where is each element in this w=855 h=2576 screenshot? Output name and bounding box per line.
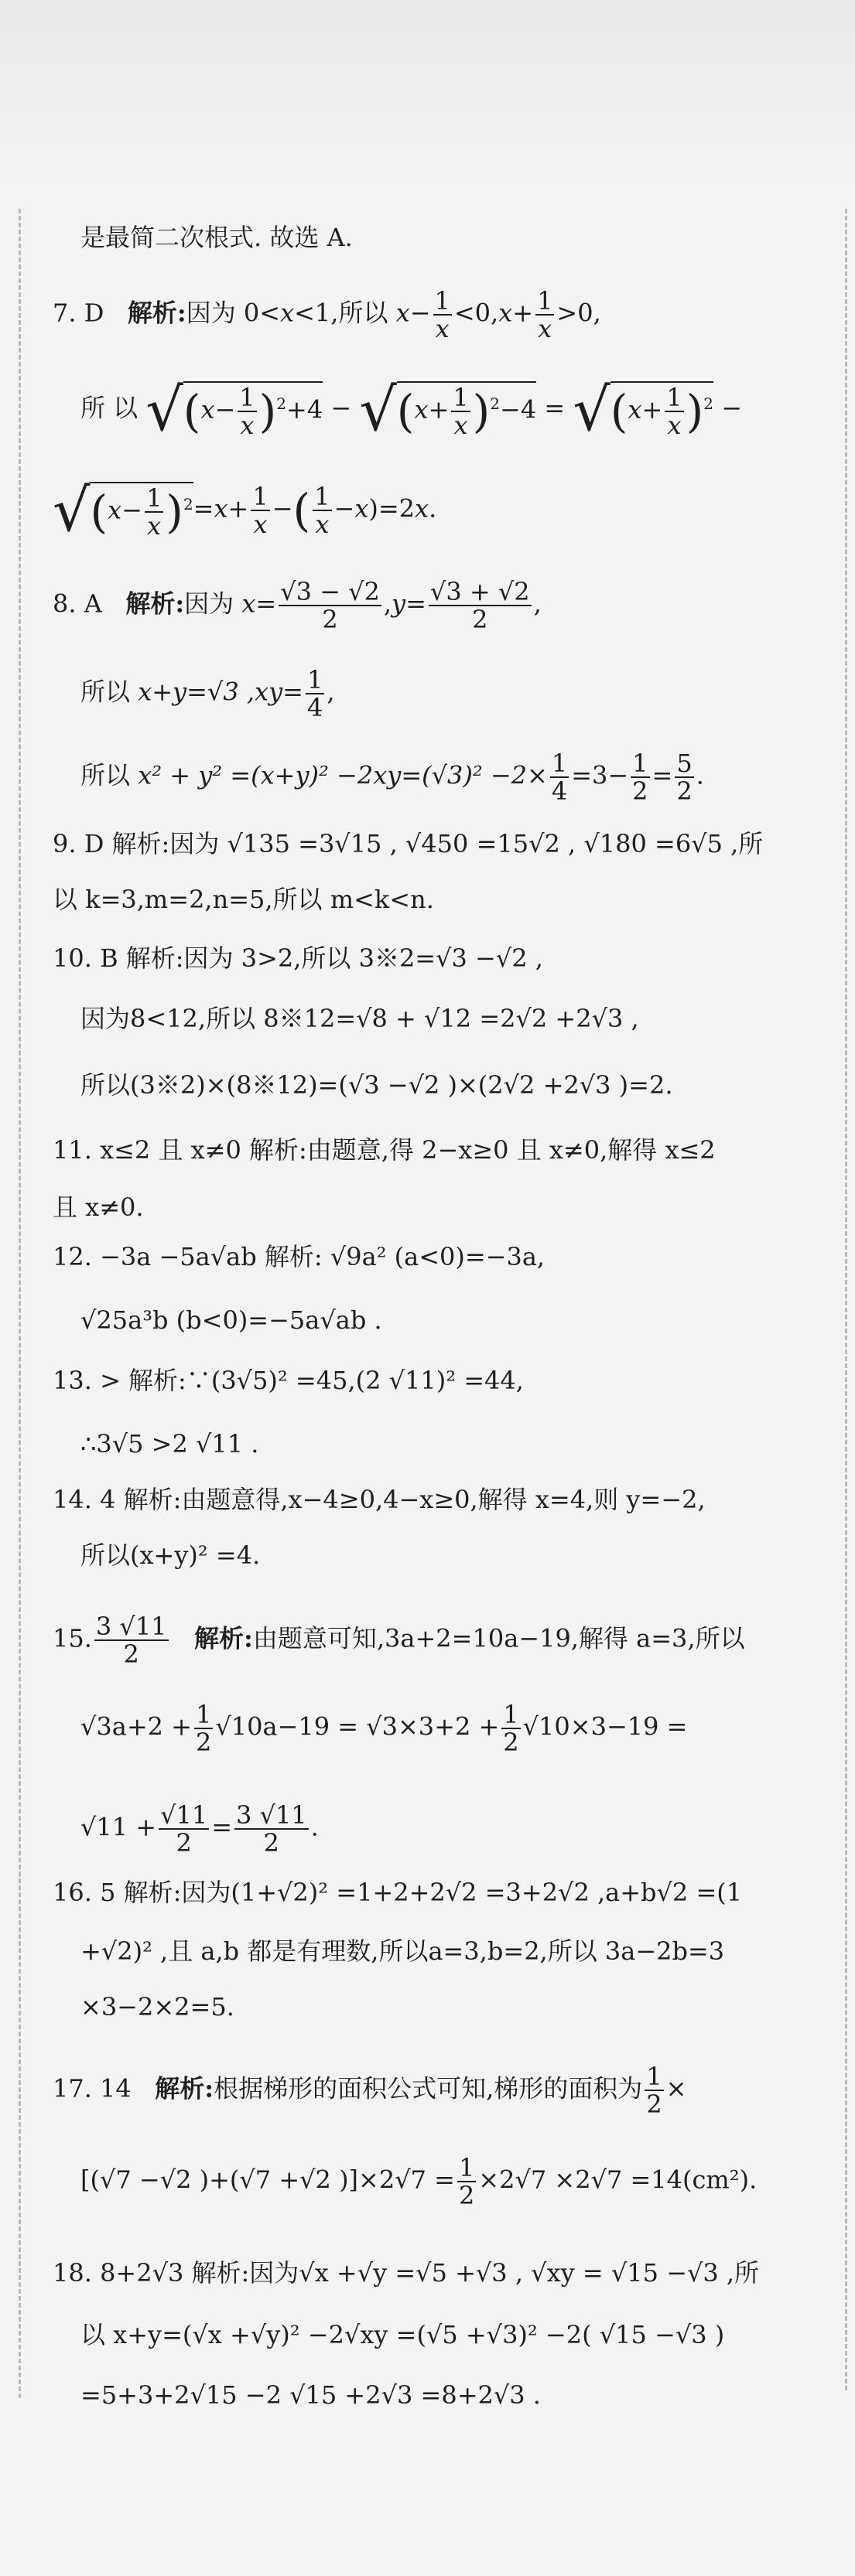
q16-line-2: +√2)² ,且 a,b 都是有理数,所以a=3,b=2,所以 3a−2b=3 (80, 1936, 725, 1966)
q14-line-1: 14. 4 解析:由题意得,x−4≥0,4−x≥0,解得 x=4,则 y=−2, (53, 1485, 706, 1514)
fraction: $\frac{1}{4}$ (551, 749, 568, 806)
q15-line-2: √3a+2 + $\frac{1}{2}$ √10a−19 = √3×3+2 + $\frac{1}{2}$ √10×3−19 = (80, 1700, 688, 1757)
left-dashed-margin (19, 209, 21, 2398)
q15-line-3: √11 + $\frac{√11}{2}$ = $\frac{3 √11}{2}$ . (80, 1800, 319, 1858)
fraction: $\frac{√3 + √2}{2}$ (429, 577, 530, 634)
q7-line-3: √(x− $\frac{1}{x}$ )$^2$=x+ $\frac{1}{x}$ −( $\frac{1}{x}$ −x)=2x. (53, 476, 437, 544)
fraction: $\frac{5}{2}$ (676, 749, 693, 806)
fraction: $\frac{1}{x}$ (453, 383, 469, 440)
carryover-line: 是最简二次根式. 故选 A. (80, 223, 353, 252)
q10-line-1: 10. B 解析:因为 3>2,所以 3※2=√3 −√2 , (53, 943, 543, 973)
fraction: $\frac{1}{x}$ (537, 286, 553, 343)
fraction: $\frac{1}{x}$ (252, 482, 268, 539)
q15-line-1: 15. $\frac{3 √11}{2}$ 解析:由题意可知,3a+2=10a−19,解得 a=3,所以 (53, 1612, 745, 1669)
q18-line-2: 以 x+y=(√x +√y)² −2√xy =(√5 +√3)² −2( √15 −√3 ) (80, 2320, 725, 2349)
fraction: $\frac{3 √11}{2}$ (236, 1800, 307, 1858)
radical-group: (x− $\frac{1}{x}$ )$^2$ (90, 483, 193, 541)
fraction: $\frac{1}{4}$ (306, 665, 323, 722)
q17-line-1: 17. 14 解析:根据梯形的面积公式可知,梯形的面积为 $\frac{1}{2}$ × (53, 2062, 687, 2119)
radical-group: (x+ $\frac{1}{x}$ )$^2$−4 (396, 383, 537, 440)
fraction: $\frac{1}{x}$ (314, 482, 330, 539)
q18-line-1: 18. 8+2√3 解析:因为√x +√y =√5 +√3 , √xy = √15 −√3 ,所 (53, 2258, 760, 2288)
fraction: $\frac{1}{2}$ (646, 2062, 662, 2119)
q8-line-2: 所以 x+y=√3 ,xy= $\frac{1}{4}$ , (80, 665, 335, 722)
q12-line-1: 12. −3a −5a√ab 解析: √9a² (a<0)=−3a, (53, 1242, 545, 1271)
q11-line-1: 11. x≤2 且 x≠0 解析:由题意,得 2−x≥0 且 x≠0,解得 x≤2 (53, 1135, 716, 1165)
q9-line-1: 9. D 解析:因为 √135 =3√15 , √450 =15√2 , √180 =6√5 ,所 (53, 829, 764, 858)
q10-line-2: 因为8<12,所以 8※12=√8 + √12 =2√2 +2√3 , (80, 1004, 639, 1033)
fraction: $\frac{1}{x}$ (666, 383, 682, 440)
q12-line-2: √25a³b (b<0)=−5a√ab . (80, 1305, 382, 1335)
q13-line-2: ∴3√5 >2 √11 . (80, 1429, 259, 1459)
fraction: $\frac{1}{x}$ (434, 286, 450, 343)
fraction: $\frac{1}{x}$ (145, 483, 162, 541)
q14-line-2: 所以(x+y)² =4. (80, 1540, 261, 1570)
q16-line-1: 16. 5 解析:因为(1+√2)² =1+2+2√2 =3+2√2 ,a+b√2 =(1 (53, 1878, 743, 1907)
q7-line-2: 所 以 √(x− $\frac{1}{x}$ )$^2$+4 − √(x+ $\frac{1}{x}$ )$^2$−4 = √(x+ $\frac{1}{x}$ )$^2$ − (80, 375, 743, 444)
fraction: $\frac{√3 - √2}{2}$ (280, 577, 380, 634)
q11-line-2: 且 x≠0. (53, 1192, 144, 1222)
q8-line-1: 8. A 解析:因为 x= $\frac{√3 - √2}{2}$ ,y= $\frac{√3 + √2}{2}$ , (53, 577, 542, 634)
q17-line-2: [(√7 −√2 )+(√7 +√2 )]×2√7 = $\frac{1}{2}$ ×2√7 ×2√7 =14(cm²). (80, 2153, 758, 2210)
radical-group: (x+ $\frac{1}{x}$ )$^2$ (610, 383, 714, 440)
q16-line-3: ×3−2×2=5. (80, 1992, 234, 2022)
fraction: $\frac{1}{x}$ (239, 383, 255, 440)
fraction: $\frac{1}{2}$ (503, 1700, 519, 1757)
q18-line-3: =5+3+2√15 −2 √15 +2√3 =8+2√3 . (80, 2380, 541, 2410)
q10-line-3: 所以(3※2)×(8※12)=(√3 −√2 )×(2√2 +2√3 )=2. (80, 1070, 673, 1100)
q8-line-3: 所以 x² + y² =(x+y)² −2xy=(√3)² −2× $\frac{1}{4}$ =3− $\frac{1}{2}$ = $\frac{5}{2}$ . (80, 749, 704, 806)
fraction: $\frac{√11}{2}$ (160, 1800, 208, 1858)
fraction: $\frac{1}{2}$ (632, 749, 648, 806)
fraction: $\frac{1}{2}$ (458, 2153, 475, 2210)
q9-line-2: 以 k=3,m=2,n=5,所以 m<k<n. (53, 885, 434, 914)
q7-line-1: 7. D 解析:因为 0<x<1,所以 x− $\frac{1}{x}$ <0,x+ $\frac{1}{x}$ >0, (53, 286, 601, 343)
right-dashed-margin (845, 209, 847, 2390)
radical-group: (x− $\frac{1}{x}$ )$^2$+4 (183, 383, 323, 440)
fraction: $\frac{3 √11}{2}$ (95, 1612, 167, 1669)
fraction: $\frac{1}{2}$ (195, 1700, 212, 1757)
q13-line-1: 13. > 解析:∵(3√5)² =45,(2 √11)² =44, (53, 1366, 524, 1395)
